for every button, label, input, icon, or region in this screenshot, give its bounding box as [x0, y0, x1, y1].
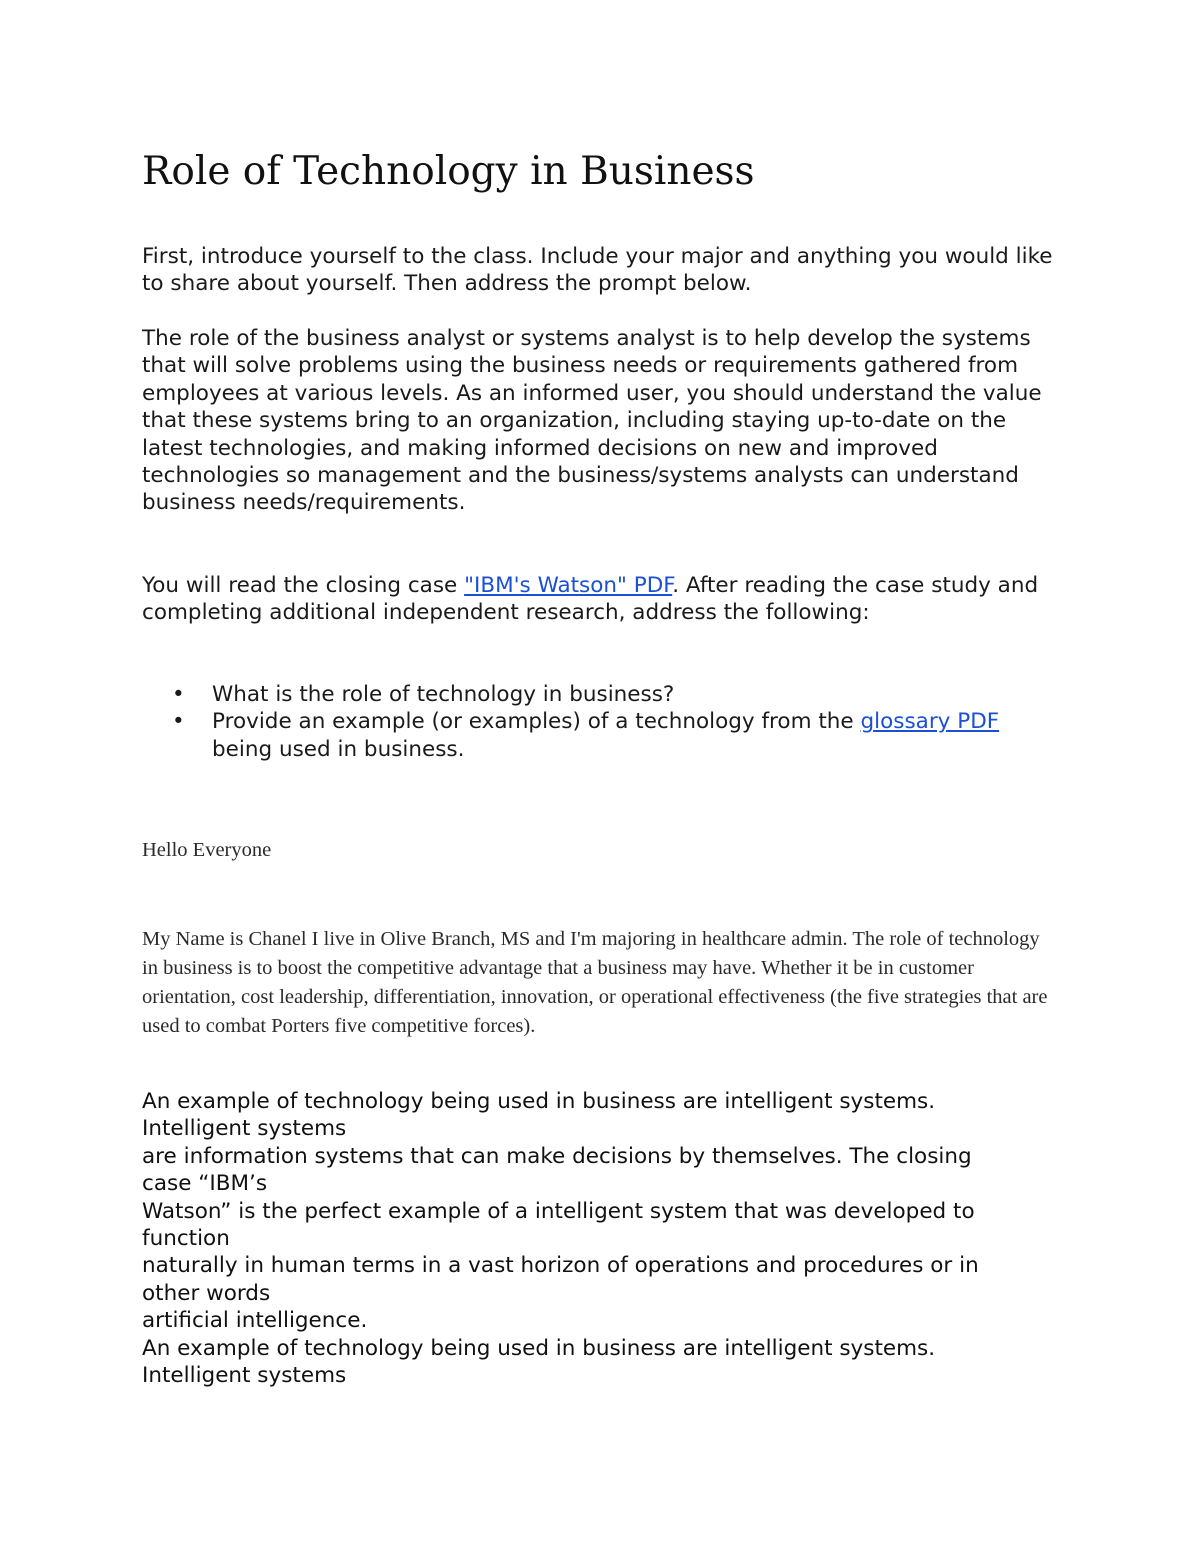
example-line: naturally in human terms in a vast horizon of operations and procedures or in: [142, 1253, 979, 1279]
intro-paragraph: First, introduce yourself to the class. Include your major and anything you would like to share about yourself. Then address the prompt below.: [142, 244, 1053, 297]
example-line: other words: [142, 1280, 271, 1306]
example-line: Intelligent systems: [142, 1116, 347, 1142]
example-line: An example of technology being used in business are intelligent systems.: [142, 1335, 936, 1361]
glossary-pdf-link[interactable]: glossary PDF: [860, 709, 1000, 735]
example-line: function: [142, 1226, 230, 1252]
greeting: Hello Everyone: [142, 839, 272, 861]
reading-text-after: . After reading the case study and completing additional independent research, address the following:: [142, 573, 1039, 626]
example-line: An example of technology being used in business are intelligent systems.: [142, 1089, 936, 1114]
list-item: [142, 681, 1062, 708]
response-paragraph: My Name is Chanel I live in Olive Branch, MS and I'm majoring in healthcare admin. The role of technology in business is to boost the competitive advantage that a business may have. Whether it be in customer orientation, cost leadership, differentiation, innovation, or operational effectiveness (the five strategies that are used to combat Porters five competitive forces).: [142, 928, 1048, 1037]
reading-text-before: You will read the closing case: [142, 573, 465, 598]
example-line: are information systems that can make decisions by themselves. The closing: [142, 1143, 972, 1169]
example-line: case “IBM’s: [142, 1171, 268, 1197]
example-line: Intelligent systems: [142, 1363, 347, 1389]
prompt-question: What is the role of technology in business?: [212, 682, 675, 707]
prompt-text-after: being used in business.: [212, 736, 465, 762]
example-line: Watson” is the perfect example of a intelligent system that was developed to: [142, 1198, 975, 1224]
ibm-watson-pdf-link[interactable]: "IBM's Watson" PDF: [464, 573, 673, 598]
prompt-text-before: Provide an example (or examples) of a technology from the: [212, 709, 861, 735]
example-block: [142, 1088, 1072, 1389]
prompt-list: [142, 681, 1062, 763]
list-item: [142, 708, 1062, 763]
bullet-icon: •: [172, 709, 185, 735]
document-title: Role of Technology in Business: [142, 149, 755, 194]
role-paragraph: The role of the business analyst or systems analyst is to help develop the systems that will solve problems using the business needs or requirements gathered from employees at various levels. As an informed user, you should understand the value that these systems bring to an organization, including staying up-to-date on the latest technologies, and making informed decisions on new and improved technologies so management and the business/systems analysts can understand business needs/requirements.: [142, 326, 1042, 516]
bullet-icon: •: [172, 682, 185, 707]
example-line: artificial intelligence.: [142, 1308, 368, 1334]
reading-instructions: [142, 572, 1062, 627]
